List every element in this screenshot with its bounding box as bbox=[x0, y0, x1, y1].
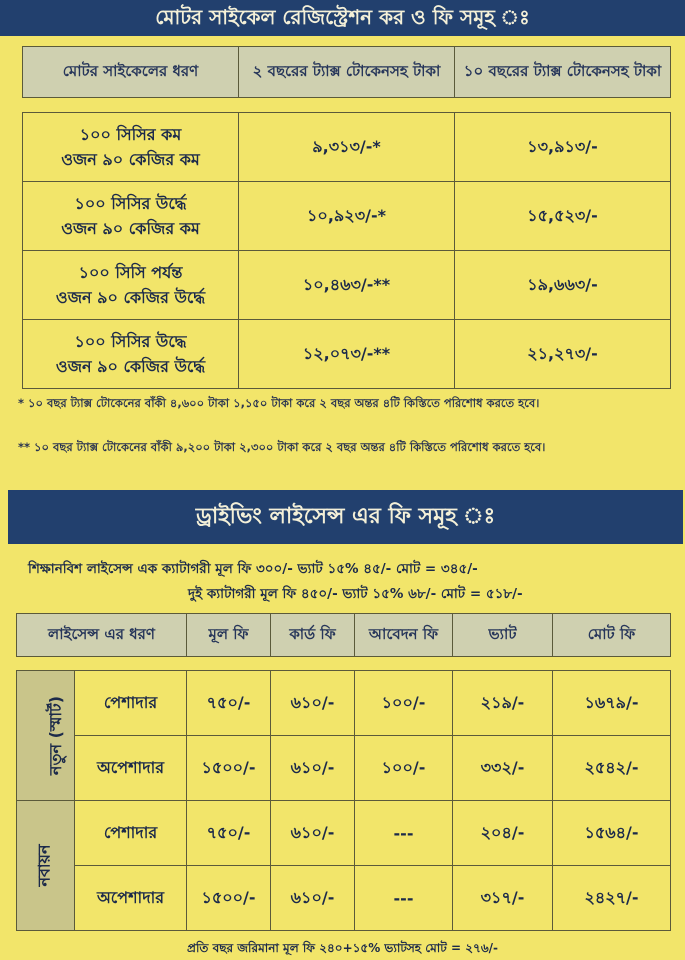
vat-cell: ৩১৭/- bbox=[453, 866, 553, 931]
motorcycle-type-cell: ১০০ সিসির কম ওজন ৯০ কেজির কম bbox=[23, 113, 239, 182]
group-label-renewal: নবায়ন bbox=[17, 801, 75, 931]
base-fee-cell: ৭৫০/- bbox=[187, 671, 271, 736]
vat-cell: ২০৪/- bbox=[453, 801, 553, 866]
vat-cell: ২১৯/- bbox=[453, 671, 553, 736]
registration-title: মোটর সাইকেল রেজিস্ট্রেশন কর ও ফি সমূহ ঃ bbox=[0, 0, 685, 36]
base-fee-cell: ১৫০০/- bbox=[187, 736, 271, 801]
total-fee-cell: ১৬৭৯/- bbox=[553, 671, 671, 736]
penalty-note: প্রতি বছর জরিমানা মূল ফি ২৪০+১৫% ভ্যাটসহ মোট = ২৭৬/- bbox=[187, 941, 498, 955]
motorcycle-type-cell: ১০০ সিসির উর্দ্ধে ওজন ৯০ কেজির কম bbox=[23, 182, 239, 251]
motorcycle-type-cell: ১০০ সিসির উদ্ধে ওজন ৯০ কেজির উর্দ্ধে bbox=[23, 320, 239, 389]
registration-fee-table bbox=[22, 112, 671, 389]
column-header-vat: ভ্যাট bbox=[453, 614, 553, 657]
application-fee-cell: ১০০/- bbox=[355, 671, 453, 736]
two-year-fee-cell: ১০,৪৬৩/-** bbox=[239, 251, 455, 320]
card-fee-cell: ৬১০/- bbox=[271, 866, 355, 931]
application-fee-cell: --- bbox=[355, 866, 453, 931]
ten-year-fee-cell: ১৯,৬৬৩/- bbox=[455, 251, 671, 320]
column-header-license-type: লাইসেন্স এর ধরণ bbox=[17, 614, 187, 657]
application-fee-cell: ১০০/- bbox=[355, 736, 453, 801]
column-header-type: মোটর সাইকেলের ধরণ bbox=[23, 47, 239, 98]
column-header-ten-year: ১০ বছরের ট্যাক্স টোকেনসহ টাকা bbox=[455, 47, 671, 98]
total-fee-cell: ১৫৬৪/- bbox=[553, 801, 671, 866]
application-fee-cell: --- bbox=[355, 801, 453, 866]
table-row bbox=[17, 671, 671, 736]
license-title: ড্রাইভিং লাইসেন্স এর ফি সমূহ ঃ bbox=[8, 490, 683, 544]
group-label-new-smart: নতুন (স্মার্ট) bbox=[17, 671, 75, 801]
license-kind-cell: অপেশাদার bbox=[75, 736, 187, 801]
base-fee-cell: ৭৫০/- bbox=[187, 801, 271, 866]
installment-note-double-star: ** ১০ বছর ট্যাক্স টোকেনের বাঁকী ৯,২০০ টাকা ২,৩০০ টাকা করে ২ বছর অন্তর ৪টি কিস্তিতে পরিশোধ করতে হবে। bbox=[18, 440, 546, 454]
card-fee-cell: ৬১০/- bbox=[271, 671, 355, 736]
column-header-application-fee: আবেদন ফি bbox=[355, 614, 453, 657]
license-kind-cell: অপেশাদার bbox=[75, 866, 187, 931]
table-row bbox=[17, 801, 671, 866]
learner-fee-two-category: দুই ক্যাটাগরী মূল ফি ৪৫০/- ভ্যাট ১৫% ৬৮/- মোট = ৫১৮/- bbox=[188, 586, 523, 602]
table-row bbox=[23, 113, 671, 182]
two-year-fee-cell: ১২,০৭৩/-** bbox=[239, 320, 455, 389]
total-fee-cell: ২৪২৭/- bbox=[553, 866, 671, 931]
column-header-two-year: ২ বছরের ট্যাক্স টোকেনসহ টাকা bbox=[239, 47, 455, 98]
table-row bbox=[17, 736, 671, 801]
column-header-base-fee: মূল ফি bbox=[187, 614, 271, 657]
license-header-table bbox=[16, 613, 671, 657]
table-row bbox=[23, 182, 671, 251]
license-fee-table bbox=[16, 670, 671, 931]
table-row bbox=[23, 320, 671, 389]
registration-header-table bbox=[22, 46, 671, 98]
installment-note-single-star: * ১০ বছর ট্যাক্স টোকেনের বাঁকী ৪,৬০০ টাকা ১,১৫০ টাকা করে ২ বছর অন্তর ৪টি কিস্তিতে পরিশোধ করতে হবে। bbox=[18, 396, 540, 410]
motorcycle-type-cell: ১০০ সিসি পর্যন্ত ওজন ৯০ কেজির উর্দ্ধে bbox=[23, 251, 239, 320]
vat-cell: ৩৩২/- bbox=[453, 736, 553, 801]
ten-year-fee-cell: ২১,২৭৩/- bbox=[455, 320, 671, 389]
card-fee-cell: ৬১০/- bbox=[271, 736, 355, 801]
table-row bbox=[23, 251, 671, 320]
table-row bbox=[17, 866, 671, 931]
two-year-fee-cell: ১০,৯২৩/-* bbox=[239, 182, 455, 251]
ten-year-fee-cell: ১৫,৫২৩/- bbox=[455, 182, 671, 251]
license-kind-cell: পেশাদার bbox=[75, 801, 187, 866]
total-fee-cell: ২৫৪২/- bbox=[553, 736, 671, 801]
learner-fee-one-category: শিক্ষানবিশ লাইসেন্স এক ক্যাটাগরী মূল ফি ৩০০/- ভ্যাট ১৫% ৪৫/- মোট = ৩৪৫/- bbox=[28, 561, 478, 577]
two-year-fee-cell: ৯,৩১৩/-* bbox=[239, 113, 455, 182]
base-fee-cell: ১৫০০/- bbox=[187, 866, 271, 931]
column-header-card-fee: কার্ড ফি bbox=[271, 614, 355, 657]
ten-year-fee-cell: ১৩,৯১৩/- bbox=[455, 113, 671, 182]
column-header-total-fee: মোট ফি bbox=[553, 614, 671, 657]
card-fee-cell: ৬১০/- bbox=[271, 801, 355, 866]
license-kind-cell: পেশাদার bbox=[75, 671, 187, 736]
